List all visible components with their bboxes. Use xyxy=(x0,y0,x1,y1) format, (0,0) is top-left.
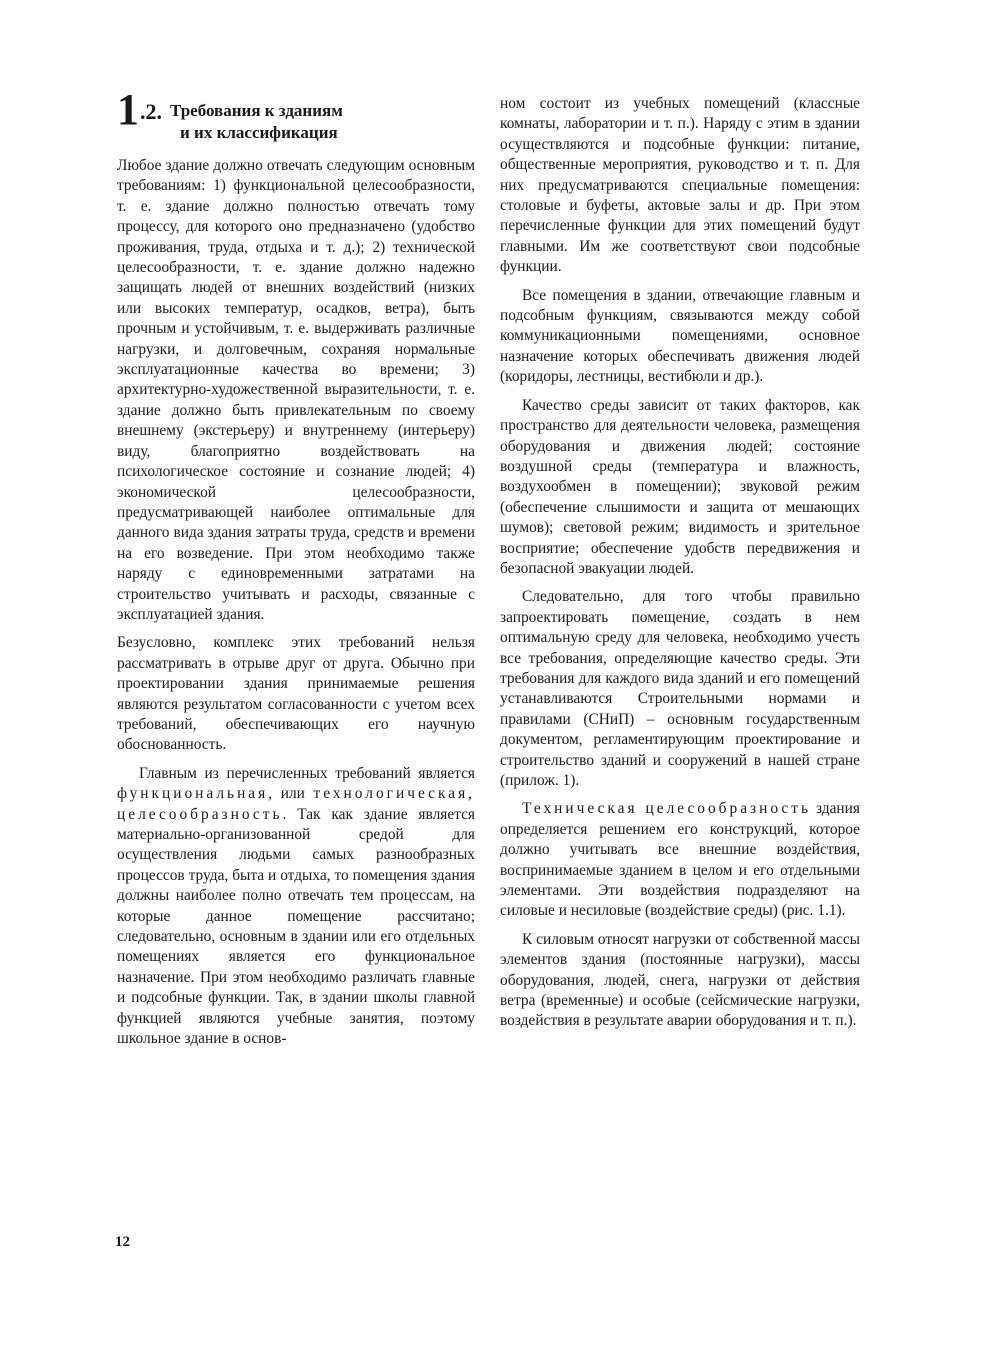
paragraph-communication: Все помещения в здании, отвечающие главным и подсобным функциям, связываются между собой коммуникационными помещениями, основное назначение которых обеспечивать движения людей (коридоры, лестницы, вестибюли и др.). xyxy=(500,286,860,386)
section-title-line-1: Требования к зданиям xyxy=(170,101,343,120)
paragraph-snip: Следовательно, для того чтобы правильно запроектировать помещение, создать в нем оптимальную среду для человека, необходимо учесть все требования, определяющие качество среды. Эти требования для каждого вида зданий и его помещений устанавливаются Строительными нормами и правилами (СНиП) – основным государственным документом, регламентирующим проектирование и строительство зданий и сооружений в нашей стране (прилож. 1). xyxy=(500,588,860,789)
paragraph-functional-text-3: . Так как здание является материально-организованной средой для осуществления людьми самых разнообразных процессов труда, быта и отдыха, то помещения здания должны наиболее полно отвечать тем процессам, на которые данное помещение рассчитано; следовательно, основным в здании или его отдельных помещениях является его функциональное назначение. При этом необходимо различать главные и подсобные функции. Так, в здании школы главной функцией являются учебные занятия, поэтому школьное здание в основ- xyxy=(117,805,475,1048)
paragraph-loads: К силовым относят нагрузки от собственной массы элементов здания (постоянные нагрузки), массы оборудования, людей, снега, нагрузки от действия ветра (временные) и особые (сейсмические нагрузки, воздействия в результате аварии оборудования и т. п.). xyxy=(500,930,860,1030)
paragraph-school-continued: ном состоит из учебных помещений (классные комнаты, лаборатории и т. п.). Наряду с этим в здании осуществляются и подсобные функции: питание, общественные мероприятия, руководство и т. п. Для них предусматриваются специальные помещения: столовые и буфеты, актовые залы и др. При этом перечисленные функции для этих помещений будут главными. Им же соответствуют свои подсобные функции. xyxy=(500,95,860,276)
term-technological: технологическая, целесообразность xyxy=(117,785,475,823)
left-column xyxy=(117,85,475,1057)
paragraph-environment-quality: Качество среды зависит от таких факторов, как пространство для деятельности человека, размещения оборудования и движения людей; состояние воздушной среды (температура и влажность, воздухообмен в помещении); звуковой режим (обеспечение слышимости и защита от мешающих шумов); световой режим; видимость и зрительное восприятие; обеспечение удобств передвижения и безопасной эвакуации людей. xyxy=(500,396,860,577)
paragraph-complex: Безусловно, комплекс этих требований нельзя рассматривать в отрыве друг от друга. Обычно при проектировании здания принимаемые решения являются результатом согласованности с учетом всех требований, обеспечивающих его научную обоснованность. xyxy=(117,634,475,754)
page-number: 12 xyxy=(115,1234,130,1250)
right-column xyxy=(500,94,860,1040)
paragraph-functional-text-1: Главным из перечисленных требований является xyxy=(139,764,475,782)
section-number-major: 1 xyxy=(117,85,139,134)
paragraph-functional-text-2: , или xyxy=(268,785,314,803)
section-heading xyxy=(117,85,475,144)
paragraph-functional xyxy=(117,764,475,1050)
section-title xyxy=(170,92,343,144)
term-technical: Техническая целесообразность xyxy=(522,800,812,818)
section-title-line-2: и их классификация xyxy=(180,123,338,142)
paragraph-technical xyxy=(500,799,860,921)
term-functional: функциональная xyxy=(117,785,269,803)
paragraph-requirements: Любое здание должно отвечать следующим основным требованиям: 1) функциональной целесообразности, т. е. здание должно полностью отвечать тому процессу, для которого оно предназначено (удобство проживания, труда, отдыха и т. д.); 2) технической целесообразности, т. е. здание должно надежно защищать людей от внешних воздействий (низких или высоких температур, осадков, ветра), быть прочным и устойчивым, т. е. выдерживать различные нагрузки, и долговечным, сохраняя нормальные эксплуатационные качества во времени; 3) архитектурно-художественной выразительности, т. е. здание должно быть привлекательным по своему внешнему (экстерьеру) и внутреннему (интерьеру) виду, благоприятно воздействовать на психологическое состояние и сознание людей; 4) экономической целесообразности, предусматривающей наиболее оптимальные для данного вида здания затраты труда, средств и времени на его возведение. При этом необходимо также наряду с единовременными затратами на строительство учитывать и расходы, связанные с эксплуатацией здания. xyxy=(117,157,475,623)
paragraph-technical-text: здания определяется решением его конструкций, которое должно учитывать все внешние воздействия, воспринимаемые зданием в целом и его отдельными элементами. Эти воздействия подразделяют на силовые и несиловые (воздействие среды) (рис. 1.1). xyxy=(500,800,860,920)
section-number-minor: .2. xyxy=(140,99,162,124)
